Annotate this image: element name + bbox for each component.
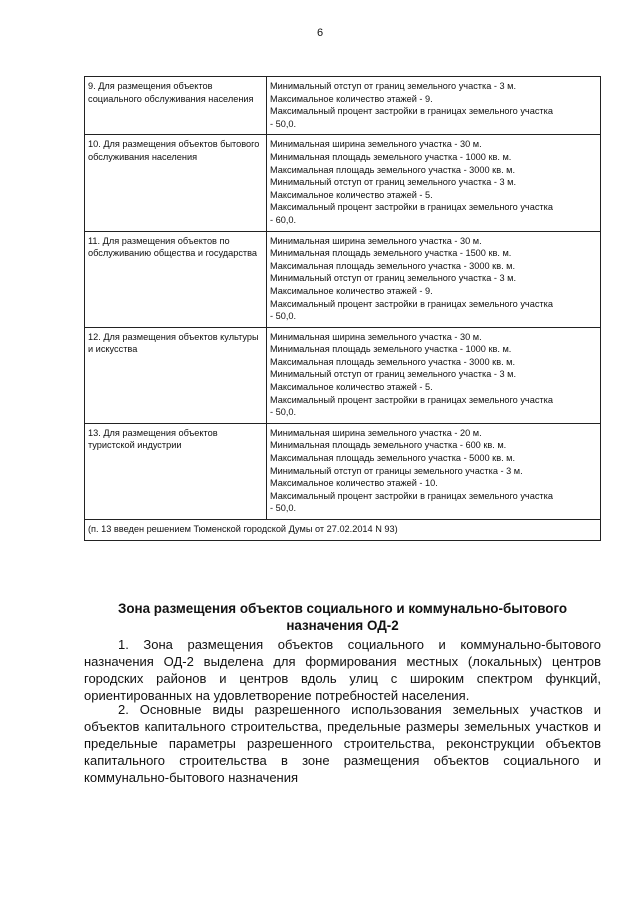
parameter-line: Максимальный процент застройки в границах земельного участка bbox=[270, 106, 553, 117]
use-type-cell: 10. Для размещения объектов бытового обслуживания населения bbox=[85, 135, 267, 231]
table-row bbox=[85, 231, 601, 327]
parameter-line: Минимальный отступ от границ земельного участка - 3 м. bbox=[270, 369, 517, 380]
parameter-line: Максимальное количество этажей - 10. bbox=[270, 478, 438, 489]
zone-parameters-table bbox=[84, 76, 601, 541]
section-heading bbox=[84, 601, 601, 634]
parameter-line: Максимальная площадь земельного участка - 3000 кв. м. bbox=[270, 164, 516, 175]
parameter-line: Максимальная площадь земельного участка - 5000 кв. м. bbox=[270, 453, 516, 464]
section-heading-line-1: Зона размещения объектов социального и коммунально-бытового bbox=[117, 601, 568, 616]
parameter-line: Максимальное количество этажей - 5. bbox=[270, 189, 433, 200]
parameter-line: Максимальное количество этажей - 5. bbox=[270, 382, 433, 393]
parameters-cell bbox=[267, 327, 601, 423]
amendment-note: (п. 13 введен решением Тюменской городской Думы от 27.02.2014 N 93) bbox=[85, 520, 601, 541]
parameter-line: Максимальное количество этажей - 9. bbox=[270, 285, 433, 296]
use-type-cell: 9. Для размещения объектов социального обслуживания населения bbox=[85, 77, 267, 135]
parameters-cell bbox=[267, 77, 601, 135]
parameters-cell bbox=[267, 135, 601, 231]
paragraph-1-text: 1. Зона размещения объектов социального и коммунально-бытового назначения ОД-2 выделена для формирования местных (локальных) центров городских районов и центров вдоль улиц с широким спектром функций, ориентированных на удовлетворение потребностей населения. bbox=[84, 637, 601, 703]
parameter-line: Минимальная ширина земельного участка - 30 м. bbox=[270, 139, 482, 150]
parameters-cell bbox=[267, 231, 601, 327]
section-heading-line-2: назначения ОД-2 bbox=[286, 617, 399, 633]
parameter-line: Минимальная площадь земельного участка - 600 кв. м. bbox=[270, 440, 507, 451]
use-type-cell: 11. Для размещения объектов по обслуживанию общества и государства bbox=[85, 231, 267, 327]
parameter-line: Минимальный отступ от границы земельного участка - 3 м. bbox=[270, 465, 523, 476]
parameter-line: Минимальная площадь земельного участка - 1500 кв. м. bbox=[270, 248, 512, 259]
parameter-line: - 50,0. bbox=[270, 407, 297, 418]
parameter-line: Минимальная ширина земельного участка - 30 м. bbox=[270, 331, 482, 342]
parameter-line: Максимальный процент застройки в границах земельного участка bbox=[270, 490, 553, 501]
parameter-line: Максимальная площадь земельного участка - 3000 кв. м. bbox=[270, 356, 516, 367]
parameter-line: - 50,0. bbox=[270, 503, 297, 514]
paragraph-2-text: 2. Основные виды разрешенного использования земельных участков и объектов капитального строительства, предельные размеры земельных участков и предельные параметры разрешенного строительства, реконструкции объектов капитального строительства в зоне размещения объектов социального и коммунально-бытового назначения bbox=[84, 702, 601, 785]
parameter-line: Минимальная площадь земельного участка - 1000 кв. м. bbox=[270, 151, 512, 162]
parameter-line: Максимальное количество этажей - 9. bbox=[270, 93, 433, 104]
table-row bbox=[85, 135, 601, 231]
parameter-line: Максимальный процент застройки в границах земельного участка bbox=[270, 394, 553, 405]
parameter-line: - 60,0. bbox=[270, 214, 297, 225]
use-type-cell: 12. Для размещения объектов культуры и искусства bbox=[85, 327, 267, 423]
table-row bbox=[85, 77, 601, 135]
parameter-line: Максимальный процент застройки в границах земельного участка bbox=[270, 298, 553, 309]
parameter-line: Минимальный отступ от границ земельного участка - 3 м. bbox=[270, 273, 517, 284]
parameter-line: Минимальный отступ от границ земельного участка - 3 м. bbox=[270, 81, 517, 91]
parameter-line: Максимальный процент застройки в границах земельного участка bbox=[270, 202, 553, 213]
table-note-row bbox=[85, 520, 601, 541]
parameters-cell bbox=[267, 423, 601, 519]
table-body bbox=[85, 77, 601, 541]
table-row bbox=[85, 423, 601, 519]
parameter-line: - 50,0. bbox=[270, 311, 297, 322]
parameter-line: Минимальная ширина земельного участка - 20 м. bbox=[270, 427, 482, 438]
parameter-line: Максимальная площадь земельного участка - 3000 кв. м. bbox=[270, 260, 516, 271]
paragraph-1 bbox=[84, 636, 601, 704]
use-type-cell: 13. Для размещения объектов туристской индустрии bbox=[85, 423, 267, 519]
paragraph-2 bbox=[84, 701, 601, 786]
parameter-line: Минимальная площадь земельного участка - 1000 кв. м. bbox=[270, 344, 512, 355]
parameter-line: - 50,0. bbox=[270, 118, 297, 129]
page-number: 6 bbox=[316, 27, 324, 39]
parameter-line: Минимальный отступ от границ земельного участка - 3 м. bbox=[270, 177, 517, 188]
table-row bbox=[85, 327, 601, 423]
parameter-line: Минимальная ширина земельного участка - 30 м. bbox=[270, 235, 482, 246]
